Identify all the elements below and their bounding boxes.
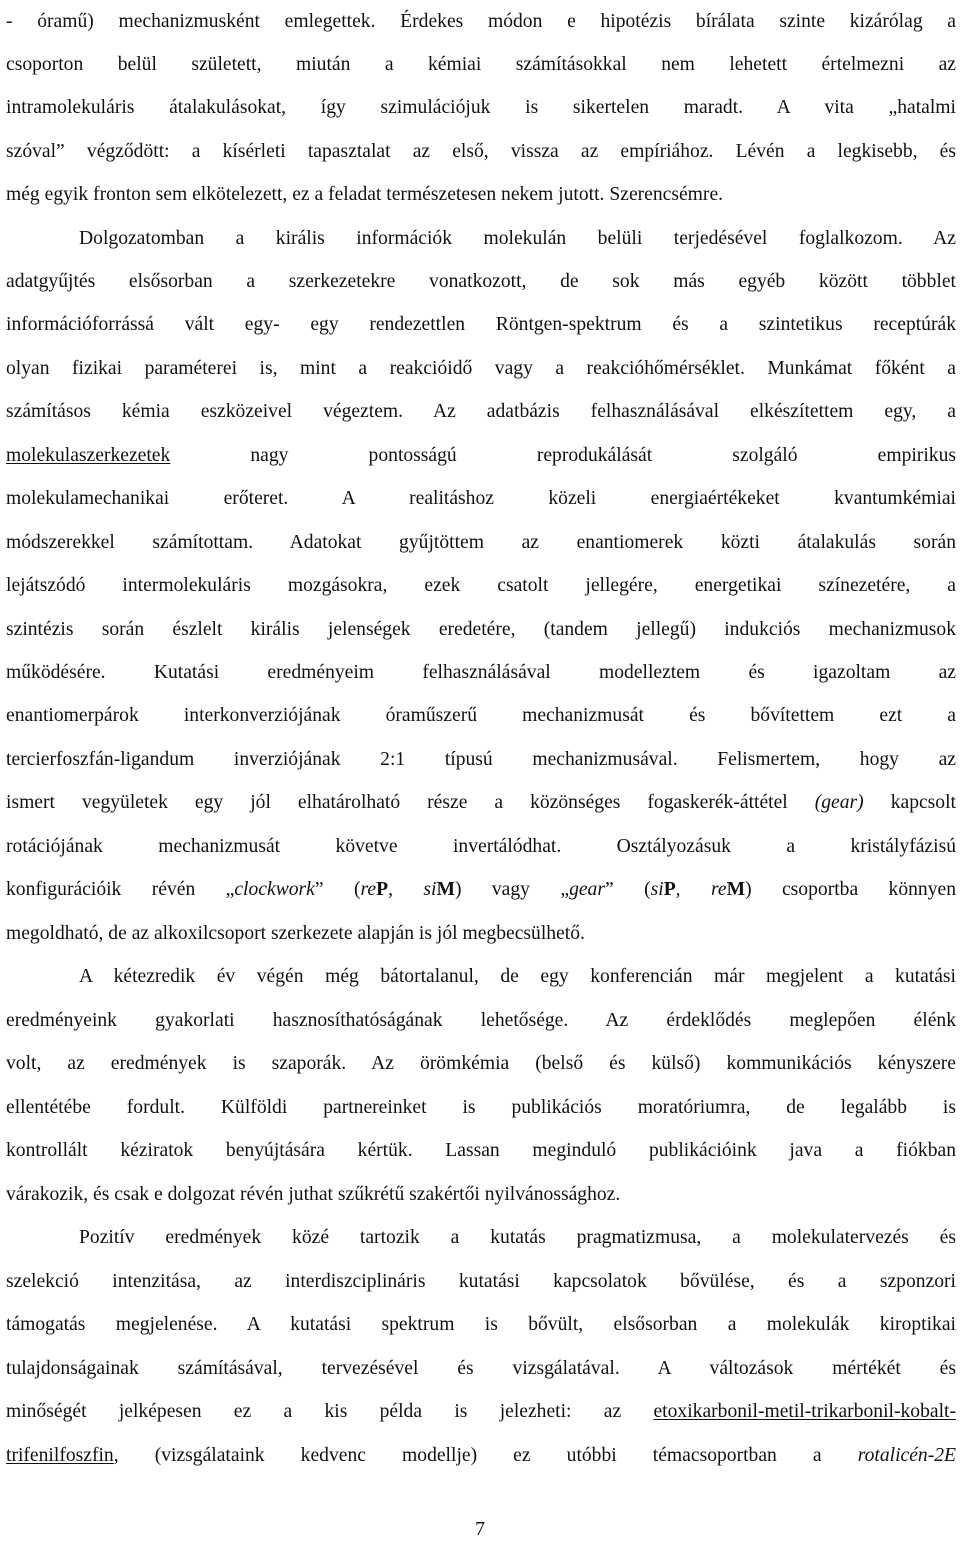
text-line: rotációjának mechanizmusát követve invertálódhat. Osztályozásuk a kristályfázisú (6, 836, 956, 857)
text-line: még egyik fronton sem elkötelezett, ez a feladat természetesen nekem jutott. Szerencsémre. (6, 184, 724, 205)
underlined-compound: trifenilfoszfin (6, 1445, 114, 1466)
text-line: intramolekuláris átalakulásokat, így szimulációjuk is sikertelen maradt. A vita „hatalmi (6, 97, 956, 118)
text-line: enantiomerpárok interkonverziójának óraműszerű mechanizmusát és bővítettem ezt a (6, 705, 956, 726)
text-line: szintézis során észlelt királis jelenségek eredetére, (tandem jellegű) indukciós mechanizmusok (6, 619, 956, 640)
text-line: konfigurációik révén „clockwork” (reP, siM) vagy „gear” (siP, reM) csoportba könnyen (6, 879, 957, 900)
text-line: csoporton belül született, miután a kémiai számításokkal nem lehetett értelmezni az (6, 54, 956, 75)
text-line: minőségét jelképesen ez a kis példa is jelezheti: az etoxikarbonil-metil-trikarbonil-kobalt- (6, 1401, 956, 1422)
underlined-compound: etoxikarbonil-metil-trikarbonil-kobalt- (653, 1401, 956, 1422)
page-number: 7 (475, 1519, 485, 1540)
text-line: adatgyűjtés elsősorban a szerkezetekre vonatkozott, de sok más egyéb között többlet (6, 271, 956, 292)
text-line: eredményeink gyakorlati hasznosíthatóságának lehetősége. Az érdeklődés meglepően élénk (6, 1010, 956, 1031)
text-line: olyan fizikai paraméterei is, mint a reakcióidő vagy a reakcióhőmérséklet. Munkámat főként a (6, 358, 956, 379)
text-line: tercierfoszfán-ligandum inverziójának 2:1 típusú mechanizmusával. Felismertem, hogy az (6, 749, 956, 770)
text-line: támogatás megjelenése. A kutatási spektrum is bővült, elsősorban a molekulák kiroptikai (6, 1314, 956, 1335)
text-line: információforrássá vált egy- egy rendezettlen Röntgen-spektrum és a szintetikus receptúrák (6, 314, 956, 335)
text-line: molekulaszerkezetek nagy pontosságú reprodukálását szolgáló empirikus (6, 445, 956, 466)
text-line: trifenilfoszfin, (vizsgálataink kedvenc modellje) ez utóbbi témacsoportban a rotalicén-2E (6, 1445, 956, 1466)
text-line: ismert vegyületek egy jól elhatárolható része a közönséges fogaskerék-áttétel (gear) kapcsolt (6, 792, 956, 813)
text-line: szóval” végződött: a kísérleti tapasztalat az első, vissza az empíriához. Lévén a legkisebb, és (6, 141, 956, 162)
text-line: - óramű) mechanizmusként emlegettek. Érdekes módon e hipotézis bírálata szinte kizárólag a (6, 11, 956, 32)
text-line: kontrollált kéziratok benyújtására kértük. Lassan meginduló publikációink java a fiókban (6, 1140, 956, 1161)
text-line: szelekció intenzitása, az interdiszciplináris kutatási kapcsolatok bővülése, és a szponzori (6, 1271, 956, 1292)
text-line: molekulamechanikai erőteret. A realitáshoz közeli energiaértékeket kvantumkémiai (6, 488, 956, 509)
text-line: megoldható, de az alkoxilcsoport szerkezete alapján is jól megbecsülhető. (6, 923, 585, 944)
text-line: számításos kémia eszközeivel végeztem. Az adatbázis felhasználásával elkészítettem egy, a (6, 401, 956, 422)
text-line: módszerekkel számítottam. Adatokat gyűjtöttem az enantiomerek közti átalakulás során (6, 532, 956, 553)
text-line: volt, az eredmények is szaporák. Az örömkémia (belső és külső) kommunikációs kényszere (6, 1053, 956, 1074)
text-line: lejátszódó intermolekuláris mozgásokra, ezek csatolt jellegére, energetikai színezetére, a (6, 575, 956, 596)
text-line: várakozik, és csak e dolgozat révén juthat szűkrétű szakértői nyilvánossághoz. (6, 1184, 621, 1205)
underlined-term: molekulaszerkezetek (6, 445, 171, 466)
text-line: A kétezredik év végén még bátortalanul, de egy konferencián már megjelent a kutatási (79, 966, 956, 987)
text-line: tulajdonságainak számításával, tervezésével és vizsgálatával. A változások mértékét és (6, 1358, 956, 1379)
text-line: működésére. Kutatási eredményeim felhasználásával modelleztem és igazoltam az (6, 662, 956, 683)
text-line: Pozitív eredmények közé tartozik a kutatás pragmatizmusa, a molekulatervezés és (79, 1227, 956, 1248)
text-line: Dolgozatomban a királis információk molekulán belüli terjedésével foglalkozom. Az (79, 228, 956, 249)
text-line: ellentétébe fordult. Külföldi partnereinket is publikációs moratóriumra, de legalább is (6, 1097, 956, 1118)
